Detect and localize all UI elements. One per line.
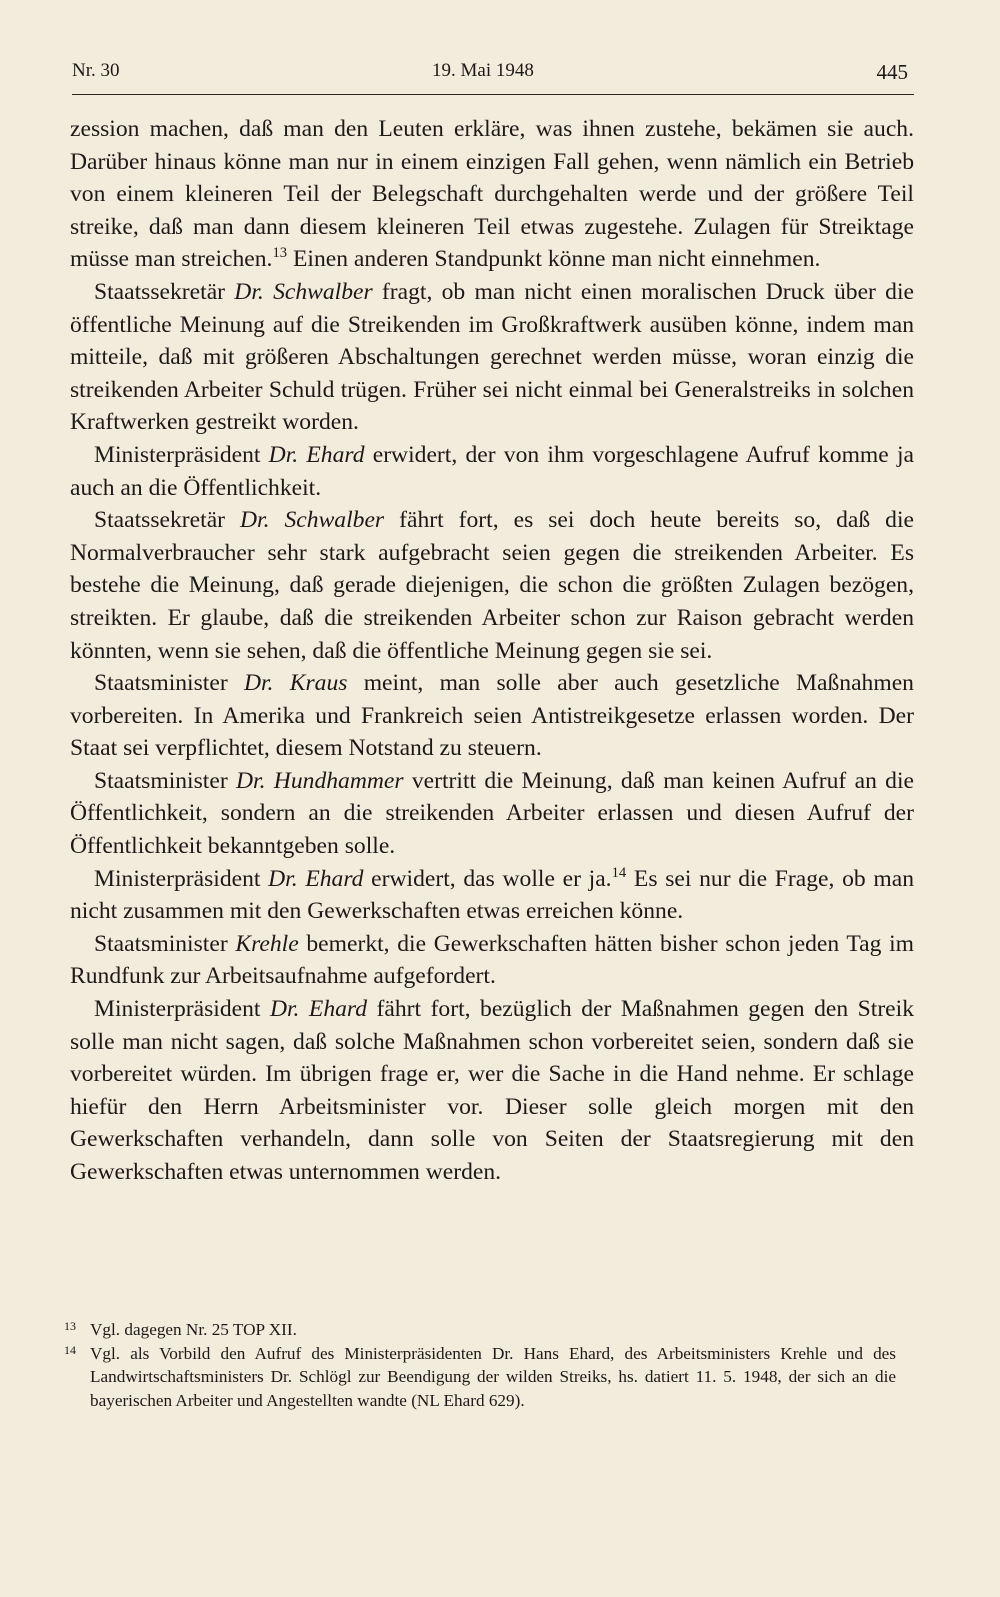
speaker-role: Staatsminister [94,930,236,957]
speaker-name: Dr. Schwalber [240,507,385,534]
speaker-name: Dr. Kraus [243,670,348,697]
header-date: 19. Mai 1948 [432,60,534,81]
footnote-ref-14: 14 [611,864,627,881]
footnote [64,1318,896,1342]
speaker-role: Staatsminister [94,670,244,697]
footnote-number: 14 [64,1342,76,1357]
paragraph: Staatsminister Dr. Hundhammer vertritt die Meinung, daß man keinen Aufruf an die Öffentlichkeit, sondern an die streikenden Arbeiter erlassen und diesen Aufruf der Öffentlichkeit bekanntgeben solle. [70,767,914,860]
footnotes [64,1318,896,1412]
speaker-name: Dr. Ehard [268,865,364,892]
speaker-role: Ministerpräsident [94,996,270,1023]
speaker-role: Staatssekretär [94,278,235,305]
document-number: Nr. 30 [72,60,120,81]
paragraph: Ministerpräsident Dr. Ehard fährt fort, bezüglich der Maßnahmen gegen den Streik solle man nicht sagen, daß solche Maßnahmen schon vorbereitet seien, sondern daß sie vorbereitet würden. Im übrigen frage er, wer die Sache in die Hand nehme. Er schlage hiefür den Herrn Arbeitsminister vor. Dieser solle gleich morgen mit den Gewerkschaften verhandeln, dann solle von Seiten der Staatsregierung mit den Gewerkschaften etwas unternommen werden. [70,996,914,1185]
speaker-role: Staatsminister [94,767,236,794]
speaker-name: Dr. Hundhammer [236,767,404,794]
footnote-text: Vgl. dagegen Nr. 25 TOP XII. [90,1320,297,1339]
paragraph: Staatssekretär Dr. Schwalber fragt, ob man nicht einen moralischen Druck über die öffentliche Meinung auf die Streikenden im Großkraftwerk ausüben könne, indem man mitteile, daß mit größeren Abschaltungen gerechnet werden müsse, woran einzig die streikenden Arbeiter Schuld trügen. Früher sei nicht einmal bei Generalstreiks in solchen Kraftwerken gestreikt worden. [70,278,914,436]
page-number: 445 [876,60,908,84]
main-text [70,113,914,1189]
footnote-number: 13 [64,1319,76,1333]
speaker-role: Ministerpräsident [94,865,269,892]
paragraph: Staatssekretär Dr. Schwalber fährt fort, es sei doch heute bereits so, daß die Normalverbraucher sehr stark aufgebracht seien gegen die streikenden Arbeiter. Es bestehe die Meinung, daß gerade diejenigen, die schon die größten Zulagen bezögen, streikten. Er glaube, daß die streikenden Arbeiter schon zur Raison gebracht werden könnten, wenn sie sehen, daß die öffentliche Meinung gegen sie sei. [70,507,914,664]
speaker-role: Staatssekretär [94,507,241,534]
footnote [64,1342,896,1413]
paragraph: Ministerpräsident Dr. Ehard erwidert, der von ihm vorgeschlagene Aufruf komme ja auch an die Öffentlichkeit. [70,441,914,501]
speaker-name: Krehle [235,930,299,957]
speaker-name: Dr. Ehard [268,441,365,468]
speaker-name: Dr. Ehard [269,996,368,1023]
running-header [72,58,914,95]
paragraph: zession machen, daß man den Leuten erkläre, was ihnen zustehe, bekämen sie auch. Darüber hinaus könne man nur in einem einzigen Fall gehen, wenn nämlich ein Betrieb von einem kleineren Teil der Belegschaft durchgehalten werde und der größere Teil streike, daß man dann diesem kleineren Teil etwas zugestehe. Zulagen für Streiktage müsse man streichen.$^{13}$ Einen anderen Standpunkt könne man nicht einnehmen. [70,116,914,273]
paragraph: Staatsminister Krehle bemerkt, die Gewerkschaften hätten bisher schon jeden Tag im Rundfunk zur Arbeitsaufnahme aufgefordert. [70,930,914,990]
paragraph: Ministerpräsident Dr. Ehard erwidert, das wolle er ja.$^{14}$ Es sei nur die Frage, ob man nicht zusammen mit den Gewerkschaften etwas erreichen könne. [70,864,914,925]
paragraph: Staatsminister Dr. Kraus meint, man solle aber auch gesetzliche Maßnahmen vorbereiten. In Amerika und Frankreich seien Antistreikgesetze erlassen worden. Der Staat sei verpflichtet, diesem Notstand zu steuern. [70,670,914,762]
footnote-ref-13: 13 [272,245,288,262]
speaker-role: Ministerpräsident [94,441,269,468]
footnote-text: Vgl. als Vorbild den Aufruf des Ministerpräsidenten Dr. Hans Ehard, des Arbeitsministers Krehle und des Landwirtschaftsministers Dr. Schlögl zur Beendigung der wilden Streiks, hs. datiert 11. 5. 1948, der sich an die bayerischen Arbeiter und Angestellten wandte (NL Ehard 629). [90,1343,896,1410]
speaker-name: Dr. Schwalber [234,278,373,305]
